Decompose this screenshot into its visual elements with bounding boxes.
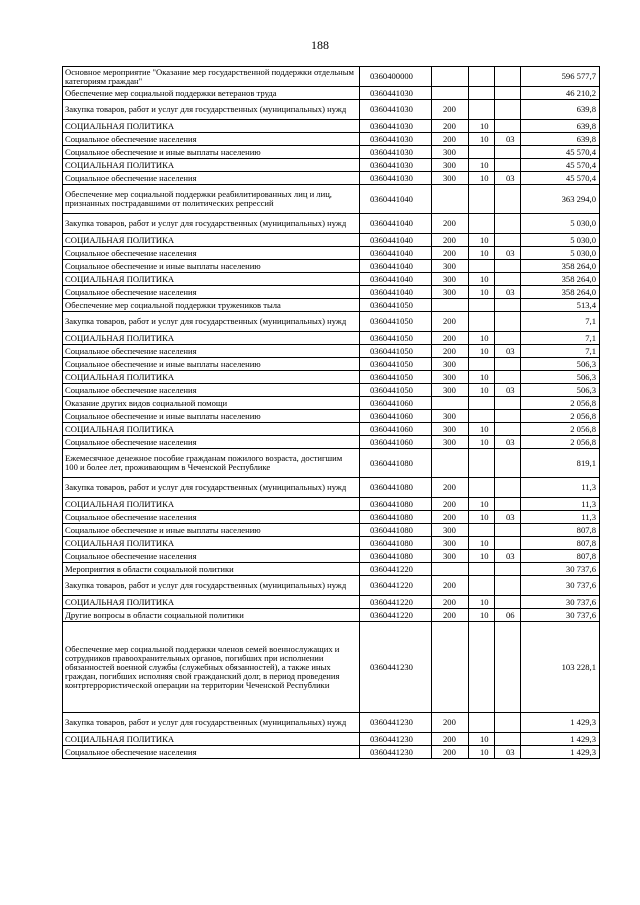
row-pr: 03 [495, 511, 521, 524]
table-row [63, 746, 600, 759]
row-amount: 45 570,4 [521, 159, 600, 172]
row-name: Закупка товаров, работ и услуг для государственных (муниципальных) нужд [63, 312, 360, 332]
row-vr [432, 622, 469, 713]
row-vr: 200 [432, 576, 469, 596]
row-vr: 300 [432, 423, 469, 436]
row-amount: 5 030,0 [521, 214, 600, 234]
row-amount: 513,4 [521, 299, 600, 312]
row-name: Социальное обеспечение населения [63, 511, 360, 524]
row-amount: 30 737,6 [521, 596, 600, 609]
table-row [63, 260, 600, 273]
row-amount: 2 056,8 [521, 410, 600, 423]
row-rz: 10 [469, 609, 495, 622]
row-rz [469, 449, 495, 478]
row-vr: 200 [432, 120, 469, 133]
row-code: 0360441040 [360, 247, 432, 260]
row-vr: 300 [432, 384, 469, 397]
row-amount: 45 570,4 [521, 172, 600, 185]
row-amount: 7,1 [521, 312, 600, 332]
row-rz: 10 [469, 159, 495, 172]
row-name: СОЦИАЛЬНАЯ ПОЛИТИКА [63, 159, 360, 172]
row-name: Обеспечение мер социальной поддержки тружеников тыла [63, 299, 360, 312]
row-name: Оказание других видов социальной помощи [63, 397, 360, 410]
row-rz [469, 185, 495, 214]
row-vr: 200 [432, 133, 469, 146]
row-vr [432, 67, 469, 87]
row-pr: 03 [495, 436, 521, 449]
row-pr [495, 563, 521, 576]
row-rz: 10 [469, 423, 495, 436]
table-row [63, 550, 600, 563]
row-pr [495, 733, 521, 746]
row-name: Социальное обеспечение населения [63, 133, 360, 146]
row-rz: 10 [469, 498, 495, 511]
row-code: 0360441050 [360, 345, 432, 358]
row-rz: 10 [469, 511, 495, 524]
row-amount: 506,3 [521, 384, 600, 397]
table-row [63, 449, 600, 478]
row-rz: 10 [469, 286, 495, 299]
row-pr [495, 299, 521, 312]
row-rz: 10 [469, 332, 495, 345]
row-vr: 200 [432, 234, 469, 247]
table-row [63, 133, 600, 146]
table-row [63, 273, 600, 286]
row-amount: 7,1 [521, 345, 600, 358]
table-row [63, 410, 600, 423]
row-rz [469, 312, 495, 332]
row-code: 0360441050 [360, 332, 432, 345]
table-row [63, 596, 600, 609]
row-code: 0360441030 [360, 159, 432, 172]
row-pr [495, 524, 521, 537]
row-name: СОЦИАЛЬНАЯ ПОЛИТИКА [63, 498, 360, 511]
row-code: 0360441050 [360, 312, 432, 332]
row-amount: 5 030,0 [521, 247, 600, 260]
row-code: 0360441040 [360, 214, 432, 234]
row-rz [469, 622, 495, 713]
row-amount: 103 228,1 [521, 622, 600, 713]
row-rz: 10 [469, 371, 495, 384]
row-name: Закупка товаров, работ и услуг для государственных (муниципальных) нужд [63, 713, 360, 733]
row-amount: 11,3 [521, 511, 600, 524]
table-row [63, 576, 600, 596]
row-amount: 596 577,7 [521, 67, 600, 87]
row-code: 0360441230 [360, 746, 432, 759]
table-row [63, 478, 600, 498]
row-name: Социальное обеспечение населения [63, 746, 360, 759]
row-rz: 10 [469, 247, 495, 260]
row-name: Социальное обеспечение населения [63, 550, 360, 563]
row-code: 0360441060 [360, 410, 432, 423]
row-amount: 1 429,3 [521, 733, 600, 746]
row-name: Социальное обеспечение населения [63, 172, 360, 185]
table-row [63, 234, 600, 247]
row-amount: 2 056,8 [521, 436, 600, 449]
row-code: 0360441220 [360, 576, 432, 596]
row-name: Обеспечение мер социальной поддержки ветеранов труда [63, 87, 360, 100]
row-pr: 03 [495, 172, 521, 185]
table-row [63, 120, 600, 133]
row-amount: 1 429,3 [521, 746, 600, 759]
row-rz: 10 [469, 596, 495, 609]
row-pr: 03 [495, 247, 521, 260]
row-code: 0360441040 [360, 185, 432, 214]
row-pr [495, 596, 521, 609]
row-vr: 300 [432, 286, 469, 299]
page-number: 188 [311, 38, 329, 52]
row-name: Социальное обеспечение населения [63, 436, 360, 449]
row-amount: 5 030,0 [521, 234, 600, 247]
row-vr: 300 [432, 524, 469, 537]
row-name: Закупка товаров, работ и услуг для государственных (муниципальных) нужд [63, 478, 360, 498]
row-vr [432, 449, 469, 478]
row-rz: 10 [469, 172, 495, 185]
row-rz [469, 410, 495, 423]
table-row [63, 345, 600, 358]
table-row [63, 299, 600, 312]
row-rz [469, 358, 495, 371]
row-code: 0360441060 [360, 397, 432, 410]
row-vr: 300 [432, 436, 469, 449]
row-pr [495, 234, 521, 247]
row-pr [495, 397, 521, 410]
row-name: Основное мероприятие "Оказание мер государственной поддержки отдельным категориям граждан" [63, 67, 360, 87]
row-rz [469, 67, 495, 87]
row-vr: 300 [432, 410, 469, 423]
row-amount: 807,8 [521, 550, 600, 563]
row-amount: 30 737,6 [521, 609, 600, 622]
row-vr: 200 [432, 511, 469, 524]
table-row [63, 247, 600, 260]
row-vr: 300 [432, 358, 469, 371]
row-name: Закупка товаров, работ и услуг для государственных (муниципальных) нужд [63, 576, 360, 596]
row-name: Обеспечение мер социальной поддержки реабилитированных лиц и лиц, признанных пострадавшими от политических репрессий [63, 185, 360, 214]
row-amount: 819,1 [521, 449, 600, 478]
row-amount: 506,3 [521, 358, 600, 371]
table-row [63, 87, 600, 100]
row-name: СОЦИАЛЬНАЯ ПОЛИТИКА [63, 596, 360, 609]
table-row [63, 286, 600, 299]
row-name: СОЦИАЛЬНАЯ ПОЛИТИКА [63, 234, 360, 247]
row-vr: 300 [432, 146, 469, 159]
table-row [63, 185, 600, 214]
row-code: 0360441050 [360, 299, 432, 312]
row-rz: 10 [469, 273, 495, 286]
row-amount: 30 737,6 [521, 563, 600, 576]
row-name: Социальное обеспечение и иные выплаты населению [63, 410, 360, 423]
row-pr [495, 159, 521, 172]
row-pr [495, 214, 521, 234]
row-code: 0360441030 [360, 87, 432, 100]
table-row [63, 67, 600, 87]
row-rz [469, 576, 495, 596]
row-vr [432, 397, 469, 410]
row-code: 0360441080 [360, 550, 432, 563]
row-rz [469, 260, 495, 273]
table-row [63, 146, 600, 159]
row-code: 0360441230 [360, 713, 432, 733]
row-amount: 807,8 [521, 537, 600, 550]
row-amount: 11,3 [521, 498, 600, 511]
row-vr: 300 [432, 159, 469, 172]
row-vr: 200 [432, 100, 469, 120]
row-rz [469, 146, 495, 159]
row-amount: 807,8 [521, 524, 600, 537]
row-rz [469, 524, 495, 537]
row-name: Социальное обеспечение населения [63, 345, 360, 358]
row-name: СОЦИАЛЬНАЯ ПОЛИТИКА [63, 371, 360, 384]
row-code: 0360441060 [360, 436, 432, 449]
row-code: 0360441080 [360, 511, 432, 524]
row-name: Другие вопросы в области социальной политики [63, 609, 360, 622]
row-amount: 639,8 [521, 100, 600, 120]
table-row [63, 733, 600, 746]
row-pr [495, 87, 521, 100]
row-vr: 300 [432, 260, 469, 273]
row-code: 0360441030 [360, 172, 432, 185]
table-row [63, 563, 600, 576]
row-vr: 200 [432, 247, 469, 260]
row-amount: 506,3 [521, 371, 600, 384]
row-vr: 300 [432, 537, 469, 550]
row-name: СОЦИАЛЬНАЯ ПОЛИТИКА [63, 120, 360, 133]
row-code: 0360441220 [360, 563, 432, 576]
row-code: 0360441080 [360, 537, 432, 550]
table-row [63, 498, 600, 511]
row-name: Закупка товаров, работ и услуг для государственных (муниципальных) нужд [63, 214, 360, 234]
row-pr: 03 [495, 286, 521, 299]
row-rz: 10 [469, 436, 495, 449]
row-pr [495, 146, 521, 159]
row-name: СОЦИАЛЬНАЯ ПОЛИТИКА [63, 537, 360, 550]
table-row [63, 214, 600, 234]
table-row [63, 537, 600, 550]
row-amount: 358 264,0 [521, 260, 600, 273]
row-name: Социальное обеспечение и иные выплаты населению [63, 260, 360, 273]
row-pr [495, 100, 521, 120]
row-vr: 200 [432, 733, 469, 746]
row-amount: 2 056,8 [521, 423, 600, 436]
row-code: 0360441220 [360, 609, 432, 622]
row-vr: 300 [432, 371, 469, 384]
table-row [63, 713, 600, 733]
row-pr [495, 120, 521, 133]
row-pr [495, 371, 521, 384]
table-row [63, 524, 600, 537]
row-pr: 06 [495, 609, 521, 622]
row-code: 0360441030 [360, 133, 432, 146]
row-rz [469, 713, 495, 733]
row-vr: 300 [432, 172, 469, 185]
row-vr: 200 [432, 478, 469, 498]
row-rz: 10 [469, 384, 495, 397]
row-pr [495, 713, 521, 733]
row-pr [495, 576, 521, 596]
row-vr [432, 299, 469, 312]
table-row [63, 358, 600, 371]
row-amount: 46 210,2 [521, 87, 600, 100]
row-code: 0360441050 [360, 371, 432, 384]
row-vr: 200 [432, 596, 469, 609]
row-name: Обеспечение мер социальной поддержки членов семей военнослужащих и сотрудников правоохранительных органов, погибших при исполнении обязанностей военной службы (служебных обязанностей), а также иных граждан, погибших исполняя свой гражданский долг, в период проведения контртеррористической операции на территории Чеченской Республики [63, 622, 360, 713]
row-amount: 639,8 [521, 133, 600, 146]
row-name: СОЦИАЛЬНАЯ ПОЛИТИКА [63, 423, 360, 436]
row-code: 0360441080 [360, 524, 432, 537]
row-pr [495, 273, 521, 286]
row-pr: 03 [495, 133, 521, 146]
table-row [63, 609, 600, 622]
row-name: СОЦИАЛЬНАЯ ПОЛИТИКА [63, 733, 360, 746]
row-code: 0360400000 [360, 67, 432, 87]
row-amount: 2 056,8 [521, 397, 600, 410]
row-code: 0360441080 [360, 449, 432, 478]
table-row [63, 159, 600, 172]
row-vr [432, 87, 469, 100]
row-rz: 10 [469, 120, 495, 133]
row-code: 0360441040 [360, 234, 432, 247]
row-code: 0360441040 [360, 273, 432, 286]
table-row [63, 371, 600, 384]
row-rz: 10 [469, 537, 495, 550]
row-code: 0360441050 [360, 358, 432, 371]
row-rz [469, 299, 495, 312]
row-pr [495, 332, 521, 345]
row-code: 0360441060 [360, 423, 432, 436]
table-row [63, 423, 600, 436]
row-code: 0360441040 [360, 260, 432, 273]
row-name: Мероприятия в области социальной политики [63, 563, 360, 576]
row-rz [469, 100, 495, 120]
row-amount: 7,1 [521, 332, 600, 345]
row-pr [495, 622, 521, 713]
row-pr: 03 [495, 384, 521, 397]
row-code: 0360441040 [360, 286, 432, 299]
table-row [63, 436, 600, 449]
row-pr [495, 498, 521, 511]
row-pr [495, 449, 521, 478]
row-rz [469, 478, 495, 498]
row-name: Социальное обеспечение и иные выплаты населению [63, 358, 360, 371]
row-pr [495, 358, 521, 371]
row-code: 0360441030 [360, 100, 432, 120]
row-pr [495, 312, 521, 332]
row-pr [495, 423, 521, 436]
row-amount: 30 737,6 [521, 576, 600, 596]
row-code: 0360441030 [360, 120, 432, 133]
row-vr [432, 563, 469, 576]
table-row [63, 397, 600, 410]
row-code: 0360441220 [360, 596, 432, 609]
row-rz [469, 214, 495, 234]
row-rz [469, 563, 495, 576]
table-row [63, 511, 600, 524]
row-rz: 10 [469, 234, 495, 247]
row-vr: 200 [432, 746, 469, 759]
row-amount: 45 570,4 [521, 146, 600, 159]
row-code: 0360441030 [360, 146, 432, 159]
table-row [63, 384, 600, 397]
row-pr [495, 67, 521, 87]
row-name: Ежемесячное денежное пособие гражданам пожилого возраста, достигшим 100 и более лет, проживающим в Чеченской Республике [63, 449, 360, 478]
row-amount: 358 264,0 [521, 273, 600, 286]
row-pr [495, 185, 521, 214]
row-rz: 10 [469, 133, 495, 146]
row-vr: 200 [432, 312, 469, 332]
row-vr: 200 [432, 498, 469, 511]
row-vr [432, 185, 469, 214]
budget-table [62, 66, 600, 759]
row-amount: 11,3 [521, 478, 600, 498]
row-amount: 639,8 [521, 120, 600, 133]
row-code: 0360441080 [360, 478, 432, 498]
table-row [63, 622, 600, 713]
table-body [63, 67, 600, 759]
row-pr [495, 260, 521, 273]
row-code: 0360441050 [360, 384, 432, 397]
row-pr: 03 [495, 345, 521, 358]
row-name: Закупка товаров, работ и услуг для государственных (муниципальных) нужд [63, 100, 360, 120]
table-row [63, 312, 600, 332]
row-vr: 300 [432, 273, 469, 286]
row-name: Социальное обеспечение населения [63, 384, 360, 397]
row-rz: 10 [469, 746, 495, 759]
row-name: Социальное обеспечение и иные выплаты населению [63, 146, 360, 159]
row-name: Социальное обеспечение и иные выплаты населению [63, 524, 360, 537]
row-code: 0360441230 [360, 733, 432, 746]
row-rz [469, 397, 495, 410]
row-pr [495, 410, 521, 423]
row-vr: 300 [432, 550, 469, 563]
row-name: СОЦИАЛЬНАЯ ПОЛИТИКА [63, 273, 360, 286]
row-rz: 10 [469, 550, 495, 563]
row-rz: 10 [469, 345, 495, 358]
row-name: Социальное обеспечение населения [63, 247, 360, 260]
row-pr: 03 [495, 746, 521, 759]
row-vr: 200 [432, 609, 469, 622]
row-pr [495, 537, 521, 550]
row-vr: 200 [432, 713, 469, 733]
row-pr [495, 478, 521, 498]
row-name: Социальное обеспечение населения [63, 286, 360, 299]
row-amount: 358 264,0 [521, 286, 600, 299]
row-amount: 363 294,0 [521, 185, 600, 214]
row-code: 0360441080 [360, 498, 432, 511]
row-vr: 200 [432, 345, 469, 358]
row-vr: 200 [432, 332, 469, 345]
row-code: 0360441230 [360, 622, 432, 713]
table-row [63, 332, 600, 345]
table-row [63, 172, 600, 185]
row-name: СОЦИАЛЬНАЯ ПОЛИТИКА [63, 332, 360, 345]
table-row [63, 100, 600, 120]
row-amount: 1 429,3 [521, 713, 600, 733]
row-rz [469, 87, 495, 100]
row-vr: 200 [432, 214, 469, 234]
row-rz: 10 [469, 733, 495, 746]
row-pr: 03 [495, 550, 521, 563]
